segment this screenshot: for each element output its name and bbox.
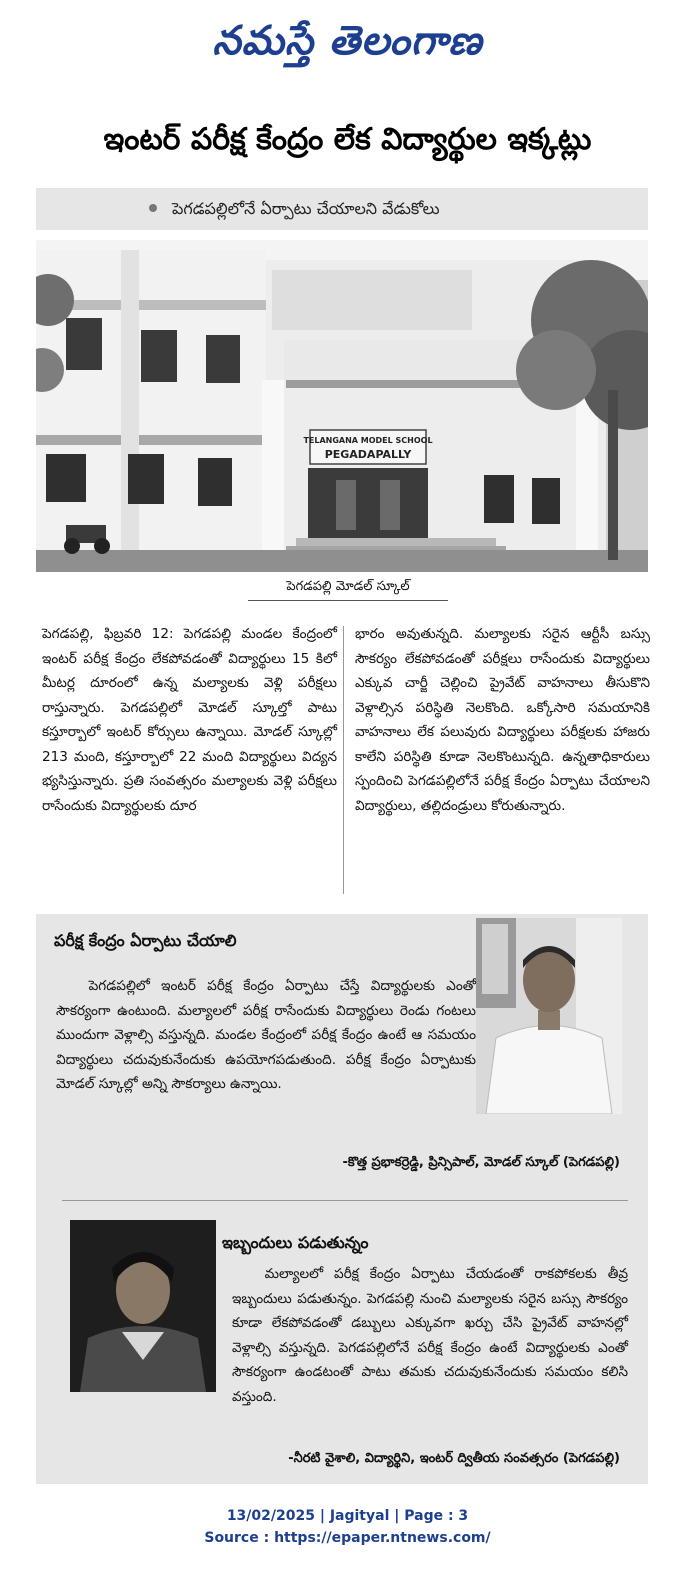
photo-caption: పెగడపల్లి మోడల్ స్కూల్ <box>286 579 410 594</box>
quote1-text: పెగడపల్లిలో ఇంటర్ పరీక్ష కేంద్రం ఏర్పాటు చేస్తే విద్యార్థులకు ఎంతో సౌకర్యంగా ఉంటుంది. మల్యాలలో పరీక్ష రాసేందుకు విద్యార్థులు రెండు గంటలు ముందుగా వెళ్లాల్సి వస్తున్నది. మండల కేంద్రంలో పరీక్ష కేంద్రం ఉంటే ఆ సమయం విద్యార్థులు చదువుకునేందుకు ఉపయోగపడుతుంది. పరీక్ష కేంద్రం ఏర్పాటుకు మోడల్ స్కూల్లో అన్ని సౌకర్యాలు ఉన్నాయి. <box>56 978 476 1092</box>
quote1-signature: -కొత్త ప్రభాకర్రెడ్డి, ప్రిన్సిపాల్, మోడల్ స్కూల్ (పెగడపల్లి) <box>342 1155 620 1170</box>
quote2-signature: -నీరటి వైశాలి, విద్యార్థిని, ఇంటర్ ద్వితీయ సంవత్సరం (పెగడపల్లి) <box>288 1451 620 1466</box>
masthead <box>0 6 695 76</box>
quote1-title: పరీక్ష కేంద్రం ఏర్పాటు చేయాలి <box>54 931 237 950</box>
school-building-photo <box>36 240 648 572</box>
column-divider <box>343 626 344 894</box>
quotes-box <box>36 914 648 1484</box>
quote2-title: ఇబ్బందులు పడుతున్నం <box>222 1233 369 1252</box>
student-photo <box>70 1220 216 1392</box>
caption-underline <box>248 600 448 601</box>
article-body-left: పెగడపల్లి, ఫిబ్రవరి 12: పెగడపల్లి మండల కేంద్రంలో ఇంటర్ పరీక్ష కేంద్రం లేకపోవడంతో విద్యార్థులు 15 కిలో మీటర్ల దూరంలో ఉన్న మల్యాలకు వెళ్లి పరీక్షలు రాస్తున్నారు. పెగడపల్లిలో మోడల్ స్కూల్తో పాటు కస్తూర్బాలో ఇంటర్ కోర్సులు ఉన్నాయి. మోడల్ స్కూల్లో 213 మంది, కస్తూర్బాలో 22 మంది విద్యార్థులు విద్యన భ్యసిస్తున్నారు. ప్రతి సంవత్సరం మల్యాలకు వెళ్లి పరీక్షలు రాసేందుకు విద్యార్థులకు దూర <box>42 626 337 814</box>
footer-source: Source : https://epaper.ntnews.com/ <box>204 1530 491 1546</box>
photo-sign-line1: TELANGANA MODEL SCHOOL <box>303 436 433 445</box>
quote2-text: మల్యాలలో పరీక్ష కేంద్రం ఏర్పాటు చేయడంతో రాకపోకలకు తీవ్ర ఇబ్బందులు పడుతున్నం. పెగడపల్లి నుంచి మల్యాలకు సరైన బస్సు సౌకర్యం కూడా లేకపోవడంతో డబ్బులు ఎక్కువగా ఖర్చు చేసి ప్రైవేట్ వాహనల్లో వెళ్లాల్సి వస్తున్నది. పెగడపల్లిలోనే పరీక్ష కేంద్రం ఉంటే విద్యార్థులకు ఎంతో సౌకర్యంగా ఉండటంతో పాటు తమకు చదువుకునేందుకు సమయం కలిసి వస్తుంది. <box>232 1266 628 1405</box>
headline: ఇంటర్ పరీక్ష కేంద్రం లేక విద్యార్థుల ఇక్కట్లు <box>103 122 592 157</box>
principal-photo <box>476 918 622 1114</box>
subhead-band <box>36 188 648 230</box>
article-body-right: భారం అవుతున్నది. మల్యాలకు సరైన ఆర్టీసీ బస్సు సౌకర్యం లేకపోవడంతో పరీక్షలు రాసేందుకు విద్యార్థులు ఎక్కువ చార్జీ చెల్లించి ప్రైవేట్ వాహనాలు తీసుకొని వెళ్లాల్సిన పరిస్థితి నెలకొంది. ఒక్కోసారి సమయానికి వాహనాలు లేక పలువురు విద్యార్థులు పరీక్షలకు హాజరు కాలేని పరిస్థితి కూడా నెలకొంటున్నది. ఉన్నతాధికారులు స్పందించి పెగడపల్లిలోనే పరీక్ష కేంద్రం ఏర్పాటు చేయాలని విద్యార్థులు, తల్లిదండ్రులు కోరుతున్నారు. <box>355 626 650 814</box>
subhead: పెగడపల్లిలోనే ఏర్పాటు చేయాలని వేడుకోలు <box>172 199 440 218</box>
masthead-logo: నమస్తే తెలంగాణ <box>212 17 483 64</box>
photo-sign-line2: PEGADAPALLY <box>324 448 412 461</box>
bullet-icon <box>149 204 157 212</box>
box-divider <box>62 1200 628 1201</box>
footer-date-edition: 13/02/2025 | Jagityal | Page : 3 <box>226 1508 469 1524</box>
